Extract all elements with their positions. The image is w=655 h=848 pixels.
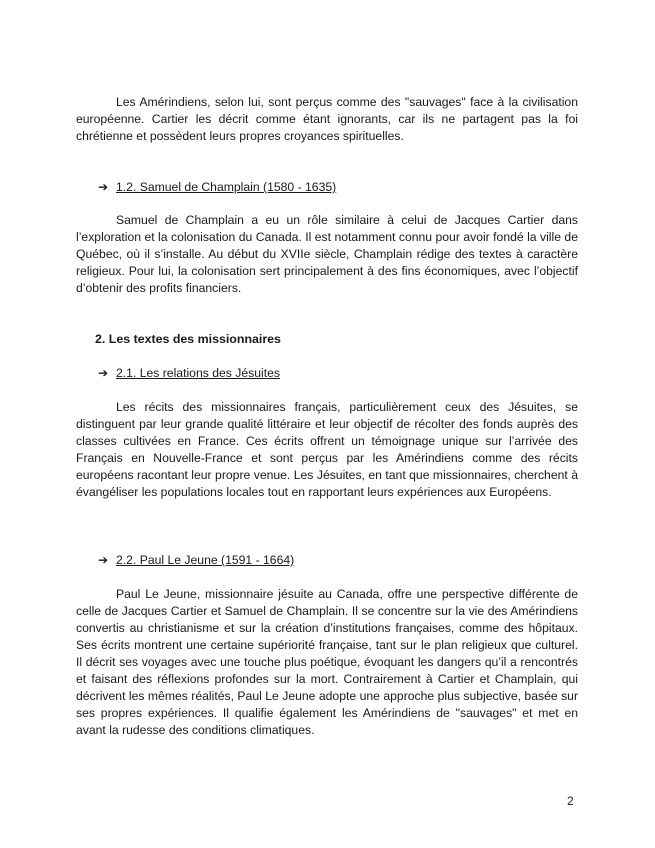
- paragraph-champlain: Samuel de Champlain a eu un rôle similaire à celui de Jacques Cartier dans l’exploration et la colonisation du Canada. Il est notamment connu pour avoir fondé la ville de Québec, où il s’installe. Au début du XVIIe siècle, Champlain rédige des textes à caractère religieux. Pour lui, la colonisation sert principalement à des fins économiques, avec l’objectif d’obtenir des profits financiers.: [76, 213, 578, 295]
- paragraph-amerindiens: Les Amérindiens, selon lui, sont perçus comme des "sauvages" face à la civilisation européenne. Cartier les décrit comme étant ignorants, car ils ne partagent pas la foi chrétienne et possèdent leurs propres croyances spirituelles.: [76, 95, 578, 143]
- arrow-right-icon: ➔: [98, 180, 109, 194]
- paragraph-jesuites: Les récits des missionnaires français, particulièrement ceux des Jésuites, se distinguent par leur grande qualité littéraire et leur objectif de récolter des fonds auprès des classes cultivées en France. Ces écrits offrent un témoignage unique sur l’arrivée des Français en Nouvelle-France et sont perçus par les Amérindiens comme des récits européens racontant leur propre venue. Les Jésuites, en tant que missionnaires, cherchent à évangéliser les populations locales tout en rapportant leurs expériences aux Européens.: [76, 400, 578, 499]
- arrow-right-icon: ➔: [98, 366, 109, 380]
- subheading-le-jeune: [98, 552, 294, 569]
- page-number: 2: [567, 794, 574, 808]
- subheading-jesuites-label: 2.1. Les relations des Jésuites: [116, 366, 280, 380]
- section-heading-missionnaires: 2. Les textes des missionnaires: [95, 332, 281, 346]
- arrow-right-icon: ➔: [98, 553, 109, 567]
- subheading-champlain-label: 1.2. Samuel de Champlain (1580 - 1635): [116, 180, 337, 194]
- paragraph-le-jeune: Paul Le Jeune, missionnaire jésuite au Canada, offre une perspective différente de celle de Jacques Cartier et Samuel de Champlain. Il se concentre sur la vie des Amérindiens convertis au christianisme et sur la création d’institutions françaises, comme des hôpitaux. Ses écrits montrent une certaine supériorité française, tant sur le plan religieux que culturel. Il décrit ses voyages avec une touche plus poétique, évoquant les dangers qu’il a rencontrés et faisant des réflexions profondes sur la mort. Contrairement à Cartier et Champlain, qui décrivent les mêmes réalités, Paul Le Jeune adopte une approche plus subjective, basée sur ses propres expériences. Il qualifie également les Amérindiens de "sauvages" et met en avant la rudesse des conditions climatiques.: [76, 587, 578, 737]
- subheading-champlain: [98, 179, 336, 196]
- subheading-jesuites: [98, 365, 280, 382]
- subheading-le-jeune-label: 2.2. Paul Le Jeune (1591 - 1664): [116, 553, 295, 567]
